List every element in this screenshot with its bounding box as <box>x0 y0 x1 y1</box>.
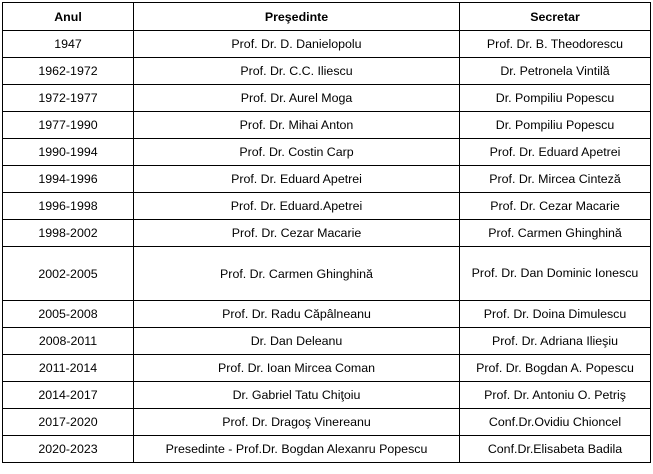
cell-president: Prof. Dr. Aurel Moga <box>134 85 460 112</box>
cell-secretary: Conf.Dr.Elisabeta Badila <box>460 436 651 463</box>
cell-secretary: Conf.Dr.Ovidiu Chioncel <box>460 409 651 436</box>
cell-president: Prof. Dr. Carmen Ghinghină <box>134 247 460 301</box>
table-head <box>3 3 651 31</box>
cell-president: Prof. Dr. Cezar Macarie <box>134 220 460 247</box>
cell-year: 1996-1998 <box>3 193 134 220</box>
header-row <box>3 3 651 31</box>
cell-secretary: Prof. Carmen Ghinghină <box>460 220 651 247</box>
cell-president: Prof. Dr. Dragoş Vinereanu <box>134 409 460 436</box>
cell-secretary: Prof. Dr. Mircea Cinteză <box>460 166 651 193</box>
cell-year: 2020-2023 <box>3 436 134 463</box>
table-row <box>3 409 651 436</box>
table-row <box>3 31 651 58</box>
table-row <box>3 436 651 463</box>
leadership-table <box>2 2 651 463</box>
cell-secretary: Prof. Dr. Dan Dominic Ionescu <box>460 247 651 301</box>
cell-year: 1994-1996 <box>3 166 134 193</box>
cell-secretary: Prof. Dr. Bogdan A. Popescu <box>460 355 651 382</box>
cell-secretary: Prof. Dr. Antoniu O. Petriş <box>460 382 651 409</box>
table-row <box>3 220 651 247</box>
header-president: Preşedinte <box>134 3 460 31</box>
cell-secretary: Prof. Dr. Adriana Ilieşiu <box>460 328 651 355</box>
table-row <box>3 112 651 139</box>
cell-year: 2017-2020 <box>3 409 134 436</box>
table-row <box>3 139 651 166</box>
cell-secretary: Dr. Pompiliu Popescu <box>460 112 651 139</box>
table-row <box>3 355 651 382</box>
cell-year: 1972-1977 <box>3 85 134 112</box>
cell-secretary: Prof. Dr. Eduard Apetrei <box>460 139 651 166</box>
cell-secretary: Dr. Pompiliu Popescu <box>460 85 651 112</box>
table-body <box>3 31 651 463</box>
table-row <box>3 58 651 85</box>
cell-president: Dr. Gabriel Tatu Chiţoiu <box>134 382 460 409</box>
table-row <box>3 85 651 112</box>
cell-year: 1990-1994 <box>3 139 134 166</box>
cell-year: 1977-1990 <box>3 112 134 139</box>
table-row <box>3 328 651 355</box>
cell-president: Dr. Dan Deleanu <box>134 328 460 355</box>
cell-secretary: Dr. Petronela Vintilă <box>460 58 651 85</box>
cell-year: 1947 <box>3 31 134 58</box>
cell-year: 1998-2002 <box>3 220 134 247</box>
table-row <box>3 247 651 301</box>
cell-president: Prof. Dr. Eduard Apetrei <box>134 166 460 193</box>
header-secretary: Secretar <box>460 3 651 31</box>
cell-secretary: Prof. Dr. B. Theodorescu <box>460 31 651 58</box>
cell-president: Prof. Dr. Costin Carp <box>134 139 460 166</box>
table-row <box>3 166 651 193</box>
cell-year: 1962-1972 <box>3 58 134 85</box>
header-year: Anul <box>3 3 134 31</box>
cell-president: Prof. Dr. Ioan Mircea Coman <box>134 355 460 382</box>
cell-year: 2014-2017 <box>3 382 134 409</box>
cell-secretary: Prof. Dr. Doina Dimulescu <box>460 301 651 328</box>
cell-president: Prof. Dr. Mihai Anton <box>134 112 460 139</box>
cell-year: 2011-2014 <box>3 355 134 382</box>
cell-year: 2002-2005 <box>3 247 134 301</box>
cell-president: Prof. Dr. Radu Căpâlneanu <box>134 301 460 328</box>
cell-president: Prof. Dr. D. Danielopolu <box>134 31 460 58</box>
cell-secretary: Prof. Dr. Cezar Macarie <box>460 193 651 220</box>
table-row <box>3 193 651 220</box>
cell-president: Prof. Dr. Eduard.Apetrei <box>134 193 460 220</box>
cell-president: Presedinte - Prof.Dr. Bogdan Alexanru Popescu <box>134 436 460 463</box>
cell-president: Prof. Dr. C.C. Iliescu <box>134 58 460 85</box>
table-row <box>3 301 651 328</box>
table-row <box>3 382 651 409</box>
cell-year: 2005-2008 <box>3 301 134 328</box>
cell-year: 2008-2011 <box>3 328 134 355</box>
